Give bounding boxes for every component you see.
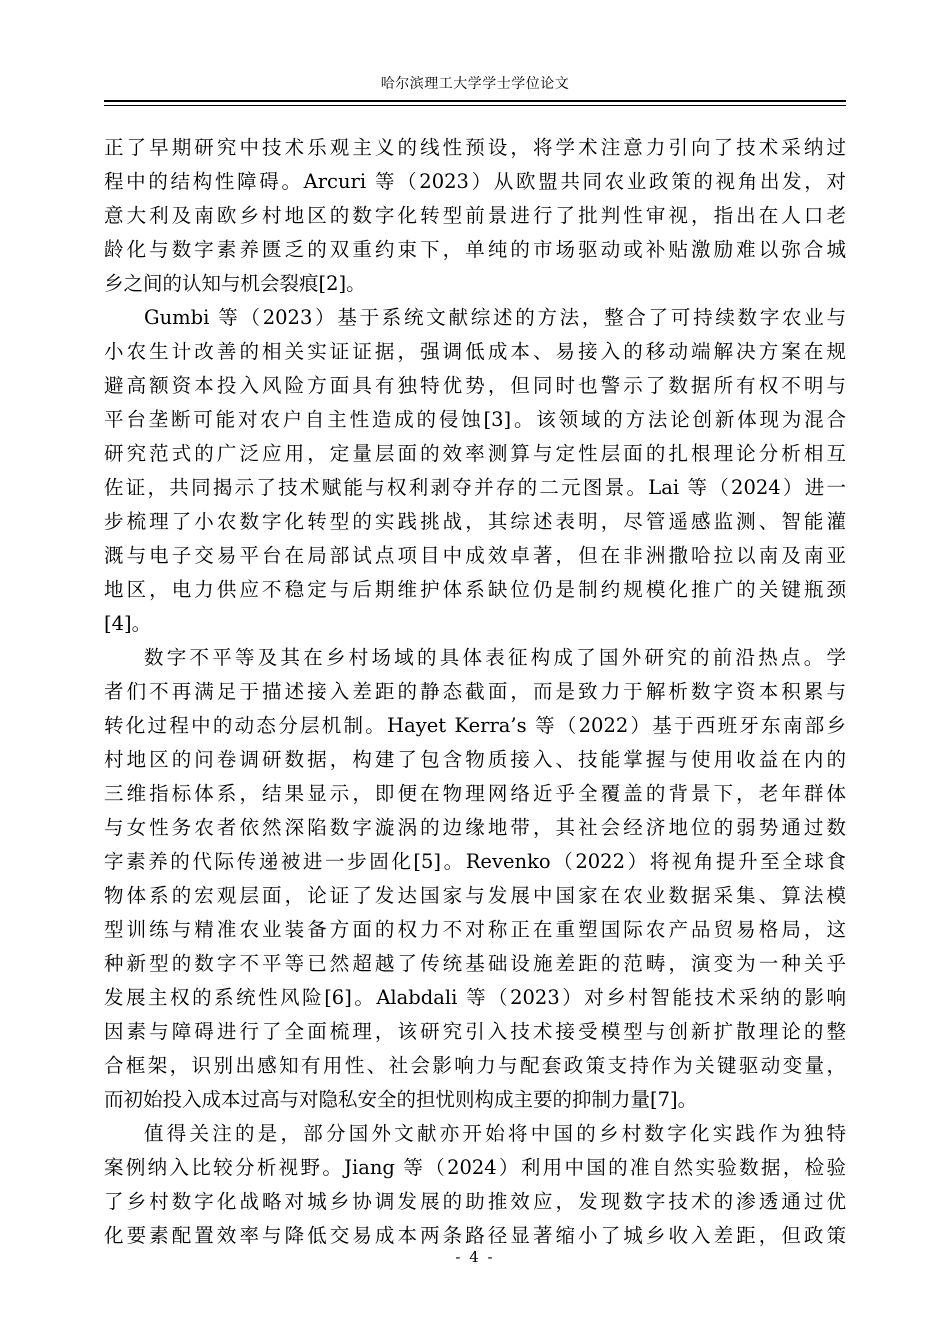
text-line: [4]。 [104, 612, 152, 635]
text-line: 型训练与精准农业装备方面的权力不对称正在重塑国际农产品贸易格局，这 [104, 918, 846, 941]
text-line: 小农生计改善的相关实证证据，强调低成本、易接入的移动端解决方案在规 [104, 340, 846, 363]
text-line: 者们不再满足于描述接入差距的静态截面，而是致力于解析数字资本积累与 [104, 680, 846, 703]
text-line: 地区，电力供应不稳定与后期维护体系缺位仍是制约规模化推广的关键瓶颈 [104, 578, 846, 601]
text-line: 而初始投入成本过高与对隐私安全的担忧则构成主要的抑制力量[7]。 [104, 1088, 698, 1111]
text-line: 发展主权的系统性风险[6]。Alabdali 等（2023）对乡村智能技术采纳的影响 [104, 986, 846, 1009]
header-rule-thin [104, 105, 846, 106]
paragraph [104, 301, 846, 641]
text-line: 种新型的数字不平等已然超越了传统基础设施差距的范畴，演变为一种关乎 [104, 952, 846, 975]
text-line: 转化过程中的动态分层机制。Hayet Kerra’s 等（2022）基于西班牙东南部乡 [104, 714, 846, 737]
text-line: 了乡村数字化战略对城乡协调发展的助推效应，发现数字技术的渗透通过优 [104, 1190, 846, 1213]
text-line: Gumbi 等（2023）基于系统文献综述的方法，整合了可持续数字农业与 [144, 306, 846, 329]
text-line: 案例纳入比较分析视野。Jiang 等（2024）利用中国的准自然实验数据，检验 [104, 1156, 846, 1179]
text-line: 步梳理了小农数字化转型的实践挑战，其综述表明，尽管遥感监测、智能灌 [104, 510, 846, 533]
header-rule-thick [104, 100, 846, 102]
text-line: 研究范式的广泛应用，定量层面的效率测算与定性层面的扎根理论分析相互 [104, 442, 846, 465]
text-line: 村地区的问卷调研数据，构建了包含物质接入、技能掌握与使用收益在内的 [104, 748, 846, 771]
text-line: 值得关注的是，部分国外文献亦开始将中国的乡村数字化实践作为独特 [144, 1122, 846, 1145]
text-line: 避高额资本投入风险方面具有独特优势，但同时也警示了数据所有权不明与 [104, 374, 846, 397]
page-number: - 4 - [455, 1248, 495, 1266]
text-line: 龄化与数字素养匮乏的双重约束下，单纯的市场驱动或补贴激励难以弥合城 [104, 238, 846, 261]
text-line: 因素与障碍进行了全面梳理，该研究引入技术接受模型与创新扩散理论的整 [104, 1020, 846, 1043]
text-line: 程中的结构性障碍。Arcuri 等（2023）从欧盟共同农业政策的视角出发，对 [104, 170, 846, 193]
paragraph [104, 131, 846, 301]
text-line: 溉与电子交易平台在局部试点项目中成效卓著，但在非洲撒哈拉以南及南亚 [104, 544, 846, 567]
text-line: 乡之间的认知与机会裂痕[2]。 [104, 272, 366, 295]
text-line: 平台垄断可能对农户自主性造成的侵蚀[3]。该领域的方法论创新体现为混合 [104, 408, 846, 431]
body-text [104, 131, 846, 1253]
text-line: 正了早期研究中技术乐观主义的线性预设，将学术注意力引向了技术采纳过 [104, 136, 846, 159]
text-line: 佐证，共同揭示了技术赋能与权利剥夺并存的二元图景。Lai 等（2024）进一 [104, 476, 846, 499]
text-line: 化要素配置效率与降低交易成本两条路径显著缩小了城乡收入差距，但政策 [104, 1224, 846, 1247]
text-line: 合框架，识别出感知有用性、社会影响力与配套政策支持作为关键驱动变量， [104, 1054, 846, 1077]
paragraph [104, 1117, 846, 1253]
text-line: 物体系的宏观层面，论证了发达国家与发展中国家在农业数据采集、算法模 [104, 884, 846, 907]
text-line: 三维指标体系，结果显示，即便在物理网络近乎全覆盖的背景下，老年群体 [104, 782, 846, 805]
running-header: 哈尔滨理工大学学士学位论文 [380, 76, 570, 92]
text-line: 与女性务农者依然深陷数字漩涡的边缘地带，其社会经济地位的弱势通过数 [104, 816, 846, 839]
text-line: 字素养的代际传递被进一步固化[5]。Revenko（2022）将视角提升至全球食 [104, 850, 846, 873]
text-line: 意大利及南欧乡村地区的数字化转型前景进行了批判性审视，指出在人口老 [104, 204, 846, 227]
text-line: 数字不平等及其在乡村场域的具体表征构成了国外研究的前沿热点。学 [144, 646, 846, 669]
paragraph [104, 641, 846, 1117]
